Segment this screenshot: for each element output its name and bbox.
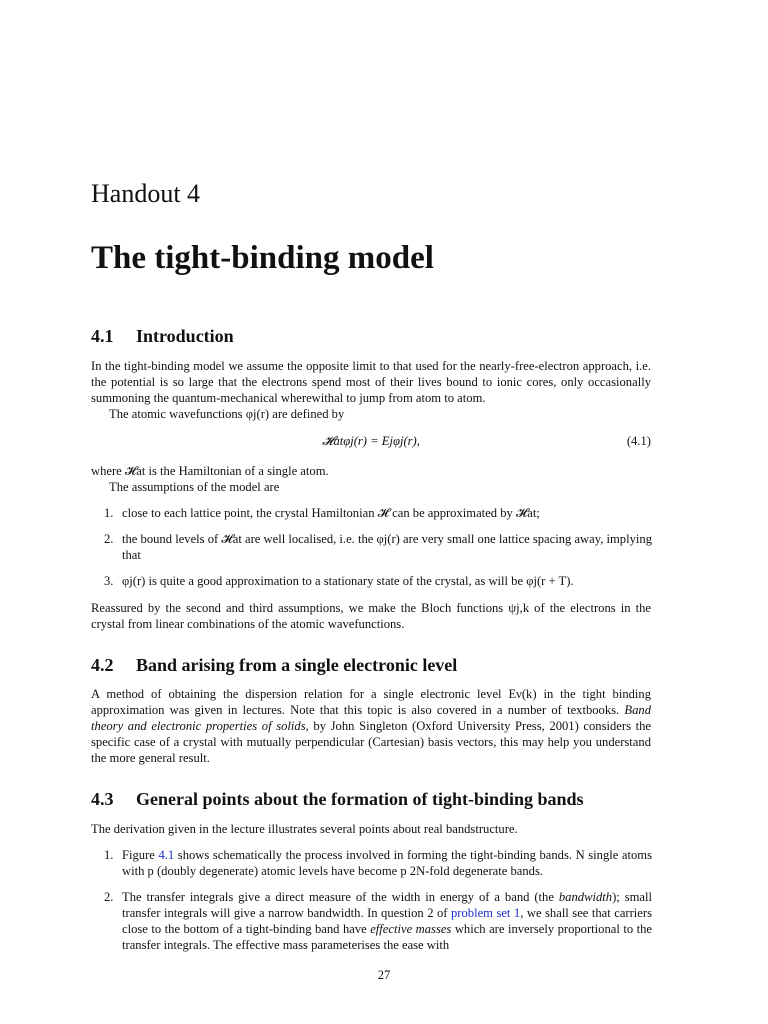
section-number: 4.2 [91, 655, 114, 675]
intro-paragraph-5: Reassured by the second and third assumptions, we make the Bloch functions ψj,k of the electrons in the crystal from linear combinations of the atomic wavefunctions. [91, 601, 651, 632]
section-title: General points about the formation of tight-binding bands [136, 789, 584, 809]
section-heading-4-3 [91, 787, 584, 811]
list-number: 1. [104, 848, 114, 862]
intro-paragraph-1: In the tight-binding model we assume the opposite limit to that used for the nearly-free-electron approach, i.e. the potential is so large that the electrons spend most of their lives bound to ionic cores, only occasionally summoning the quantum-mechanical wherewithal to jump from atom to atom. [91, 359, 651, 406]
list-item-text: φj(r) is quite a good approximation to a stationary state of the crystal, as will be φj(r + T). [122, 574, 574, 588]
intro-paragraph-4: The assumptions of the model are [109, 480, 280, 494]
list-number: 2. [104, 890, 114, 904]
list-item [104, 889, 652, 953]
equation-number: (4.1) [626, 434, 651, 448]
list-number: 3. [104, 574, 114, 588]
chapter-label: Handout 4 [91, 179, 201, 208]
list-number: 1. [104, 506, 114, 520]
list-item [104, 847, 652, 879]
list-item-text: the bound levels of 𝓗at are well localised, i.e. the φj(r) are very small one lattice spacing away, implying that [122, 532, 652, 563]
intro-paragraph-2: The atomic wavefunctions φj(r) are defined by [109, 407, 345, 421]
equation-4-1 [91, 432, 651, 450]
section-number: 4.3 [91, 789, 114, 809]
general-paragraph: The derivation given in the lecture illustrates several points about real bandstructure. [91, 822, 518, 836]
section-heading-4-1 [91, 324, 234, 348]
problem-set-link[interactable]: problem set 1 [450, 906, 521, 921]
item-text-part: which are inversely proportional to the transfer integrals. The effective mass parameterises the ease with [122, 922, 653, 953]
emphasis-bandwidth: bandwidth [558, 890, 613, 904]
chapter-title: The tight-binding model [91, 240, 434, 276]
list-item [104, 531, 652, 563]
intro-paragraph-3: where 𝓗at is the Hamiltonian of a single atom. [91, 464, 329, 478]
list-number: 2. [104, 532, 114, 546]
item-text-part: shows schematically the process involved in forming the tight-binding bands. N single atoms with p (doubly degenerate) atomic levels have become p 2N-fold degenerate bands. [122, 848, 652, 879]
item-text-part: The transfer integrals give a direct measure of the width in energy of a band (the [122, 890, 559, 904]
figure-link[interactable]: 4.1 [158, 848, 175, 862]
section-number: 4.1 [91, 326, 114, 346]
list-item [104, 505, 652, 521]
list-item-text [122, 889, 652, 953]
book-title: Band theory and electronic properties of solids [91, 703, 651, 734]
item-text-part: Figure [122, 848, 159, 862]
section-title: Band arising from a single electronic level [136, 655, 458, 675]
item-text-part: ); small transfer integrals will give a narrow bandwidth. In question 2 of [122, 890, 652, 921]
item-text-part: , we shall see that carriers close to the bottom of a tight-binding band have [122, 906, 652, 937]
section-heading-4-2 [91, 653, 457, 677]
list-item [104, 573, 652, 589]
page-number: 27 [377, 968, 391, 982]
band-text-1: A method of obtaining the dispersion relation for a single electronic level Eν(k) in the tight binding approximation was given in lectures. Note that this topic is also covered in a number of textbooks. [91, 687, 651, 718]
band-paragraph [91, 686, 651, 766]
band-text-2: , by John Singleton (Oxford University Press, 2001) considers the specific case of a crystal with mutually perpendicular (Cartesian) basis vectors, this may help you understand the more general result. [91, 719, 652, 766]
section-title: Introduction [136, 326, 234, 346]
list-item-text: close to each lattice point, the crystal Hamiltonian 𝓗 can be approximated by 𝓗at; [122, 506, 540, 520]
list-item-text [122, 847, 652, 879]
emphasis-effective-masses: effective masses [370, 922, 452, 937]
equation-body: 𝓗atφj(r) = Ejφj(r), [322, 434, 420, 448]
